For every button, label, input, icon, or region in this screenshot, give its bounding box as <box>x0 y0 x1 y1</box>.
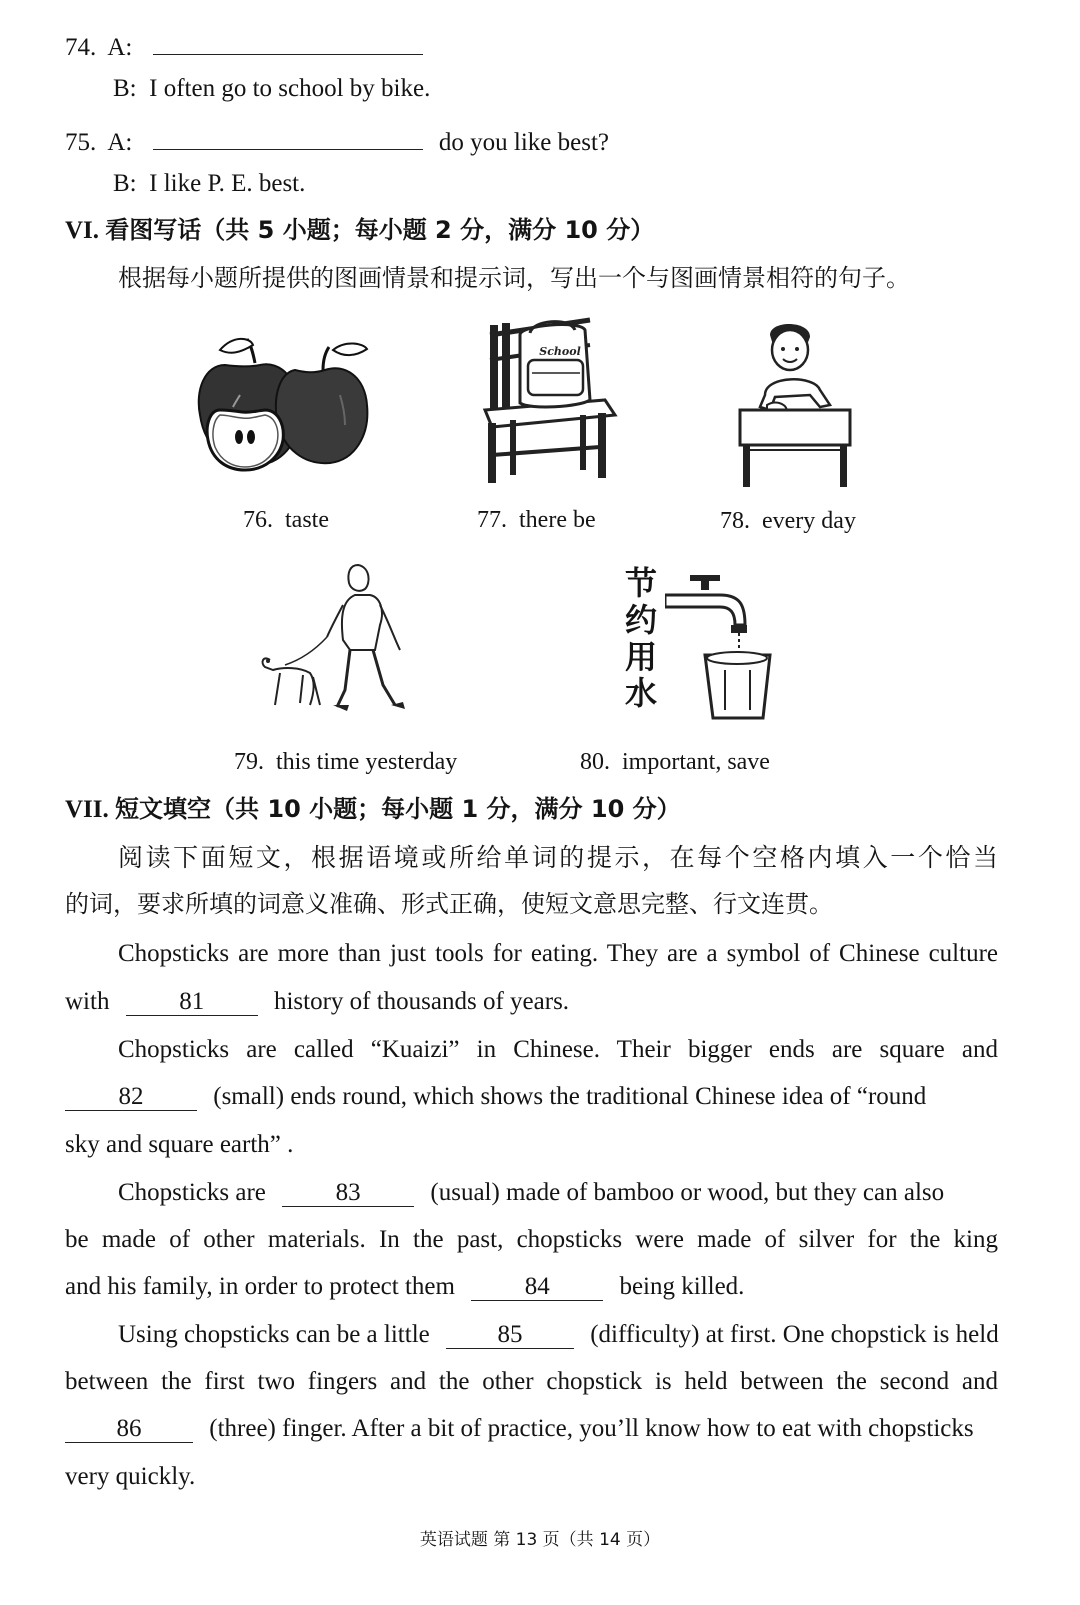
q75-a-label: A: <box>107 129 133 156</box>
item-77-hint: there be <box>519 507 596 533</box>
item-79-number: 79. <box>234 749 264 775</box>
man-walking-dog-picture <box>255 555 415 720</box>
q74-answer-blank[interactable] <box>153 26 423 55</box>
passage-p1-line2 <box>65 987 569 1017</box>
poster-char-3: 用 <box>625 637 658 676</box>
blank-82-number: 82 <box>118 1083 144 1110</box>
q75-b-label: B: <box>113 170 137 197</box>
caption-80 <box>580 749 770 776</box>
passage-p3-line3 <box>65 1272 744 1302</box>
poster-char-2: 约 <box>625 600 658 639</box>
q74-line-b <box>113 74 430 104</box>
q75-line-a <box>65 121 609 158</box>
backpack-label: School <box>539 345 581 358</box>
passage-text: Using chopsticks can be a little <box>118 1321 430 1348</box>
passage-p4-line1 <box>118 1320 999 1350</box>
passage-text: (difficulty) at first. One chopstick is held <box>590 1321 999 1348</box>
passage-text: (three) finger. After a bit of practice, you’ll know how to eat with chopsticks <box>209 1415 974 1442</box>
blank-81-number: 81 <box>179 988 205 1015</box>
passage-p3-line2: be made of other materials. In the past, chopsticks were made of silver for the king <box>65 1226 998 1253</box>
q74-number: 74. <box>65 34 97 61</box>
passage-text: history of thousands of years. <box>273 988 570 1015</box>
caption-76 <box>243 507 329 534</box>
item-76-number: 76. <box>243 507 273 533</box>
faucet-cup-picture <box>665 570 775 725</box>
chair-backpack-picture <box>480 315 620 490</box>
passage-p4-line4: very quickly. <box>65 1463 196 1490</box>
item-78-number: 78. <box>720 508 750 534</box>
water-poster-text <box>625 565 657 712</box>
section6-instruction: 根据每小题所提供的图画情景和提示词，写出一个与图画情景相符的句子。 <box>118 264 910 292</box>
q75-b-text: I like P. E. best. <box>149 170 306 197</box>
passage-text: and his family, in order to protect them <box>65 1273 455 1300</box>
section7-title: 短文填空（共 10 小题；每小题 1 分，满分 10 分） <box>115 795 681 823</box>
passage-text: being killed. <box>619 1273 745 1300</box>
q74-line-a <box>65 26 423 63</box>
section7-heading <box>65 795 681 825</box>
item-80-hint: important, save <box>622 749 770 775</box>
passage-p2-line2 <box>65 1082 926 1112</box>
blank-85[interactable] <box>446 1320 574 1349</box>
section7-instruction-1: 阅读下面短文，根据语境或所给单词的提示，在每个空格内填入一个恰当 <box>118 843 998 872</box>
section6-title: 看图写话（共 5 小题；每小题 2 分，满分 10 分） <box>105 216 655 244</box>
blank-81[interactable] <box>126 987 258 1016</box>
passage-text: with <box>65 988 110 1015</box>
q75-answer-blank[interactable] <box>153 121 423 150</box>
q74-b-text: I often go to school by bike. <box>149 75 431 102</box>
blank-84[interactable] <box>471 1272 603 1301</box>
passage-text: (usual) made of bamboo or wood, but they can also <box>430 1179 945 1206</box>
item-80-number: 80. <box>580 749 610 775</box>
passage-p2-line1: Chopsticks are called “Kuaizi” in Chinese. Their bigger ends are square and <box>118 1036 998 1063</box>
apples-picture <box>195 325 380 475</box>
passage-p2-line3: sky and square earth” . <box>65 1131 294 1158</box>
passage-text: Chopsticks are <box>118 1179 266 1206</box>
q74-a-label: A: <box>107 34 133 61</box>
poster-char-4: 水 <box>625 674 658 713</box>
page-footer: 英语试题 第 13 页（共 14 页） <box>419 1530 661 1550</box>
q74-b-label: B: <box>113 75 137 102</box>
passage-p4-line2: between the first two fingers and the other chopstick is held between the second and <box>65 1368 998 1395</box>
caption-77 <box>477 507 596 534</box>
caption-78 <box>720 508 856 535</box>
passage-p3-line1 <box>118 1178 944 1208</box>
blank-86-number: 86 <box>116 1415 142 1442</box>
section7-number: VII. <box>65 796 109 823</box>
q75-line-b <box>113 169 305 199</box>
passage-p1-line1: Chopsticks are more than just tools for eating. They are a symbol of Chinese culture <box>118 940 998 967</box>
item-79-hint: this time yesterday <box>276 749 458 775</box>
item-77-number: 77. <box>477 507 507 533</box>
blank-85-number: 85 <box>497 1321 523 1348</box>
q75-number: 75. <box>65 129 97 156</box>
passage-text: (small) ends round, which shows the traditional Chinese idea of “round <box>213 1083 927 1110</box>
passage-p4-line3 <box>65 1414 974 1444</box>
section7-instruction-2: 的词，要求所填的词意义准确、形式正确，使短文意思完整、行文连贯。 <box>65 890 833 918</box>
blank-83-number: 83 <box>335 1179 361 1206</box>
item-76-hint: taste <box>285 507 329 533</box>
caption-79 <box>234 749 457 776</box>
blank-83[interactable] <box>282 1178 414 1207</box>
section6-number: VI. <box>65 217 100 244</box>
poster-char-1: 节 <box>625 564 658 602</box>
blank-86[interactable] <box>65 1414 193 1443</box>
blank-84-number: 84 <box>524 1273 550 1300</box>
blank-82[interactable] <box>65 1082 197 1111</box>
boy-cleaning-picture <box>735 315 855 490</box>
q75-a-after: do you like best? <box>438 129 609 156</box>
section6-heading <box>65 216 654 246</box>
item-78-hint: every day <box>762 508 856 534</box>
